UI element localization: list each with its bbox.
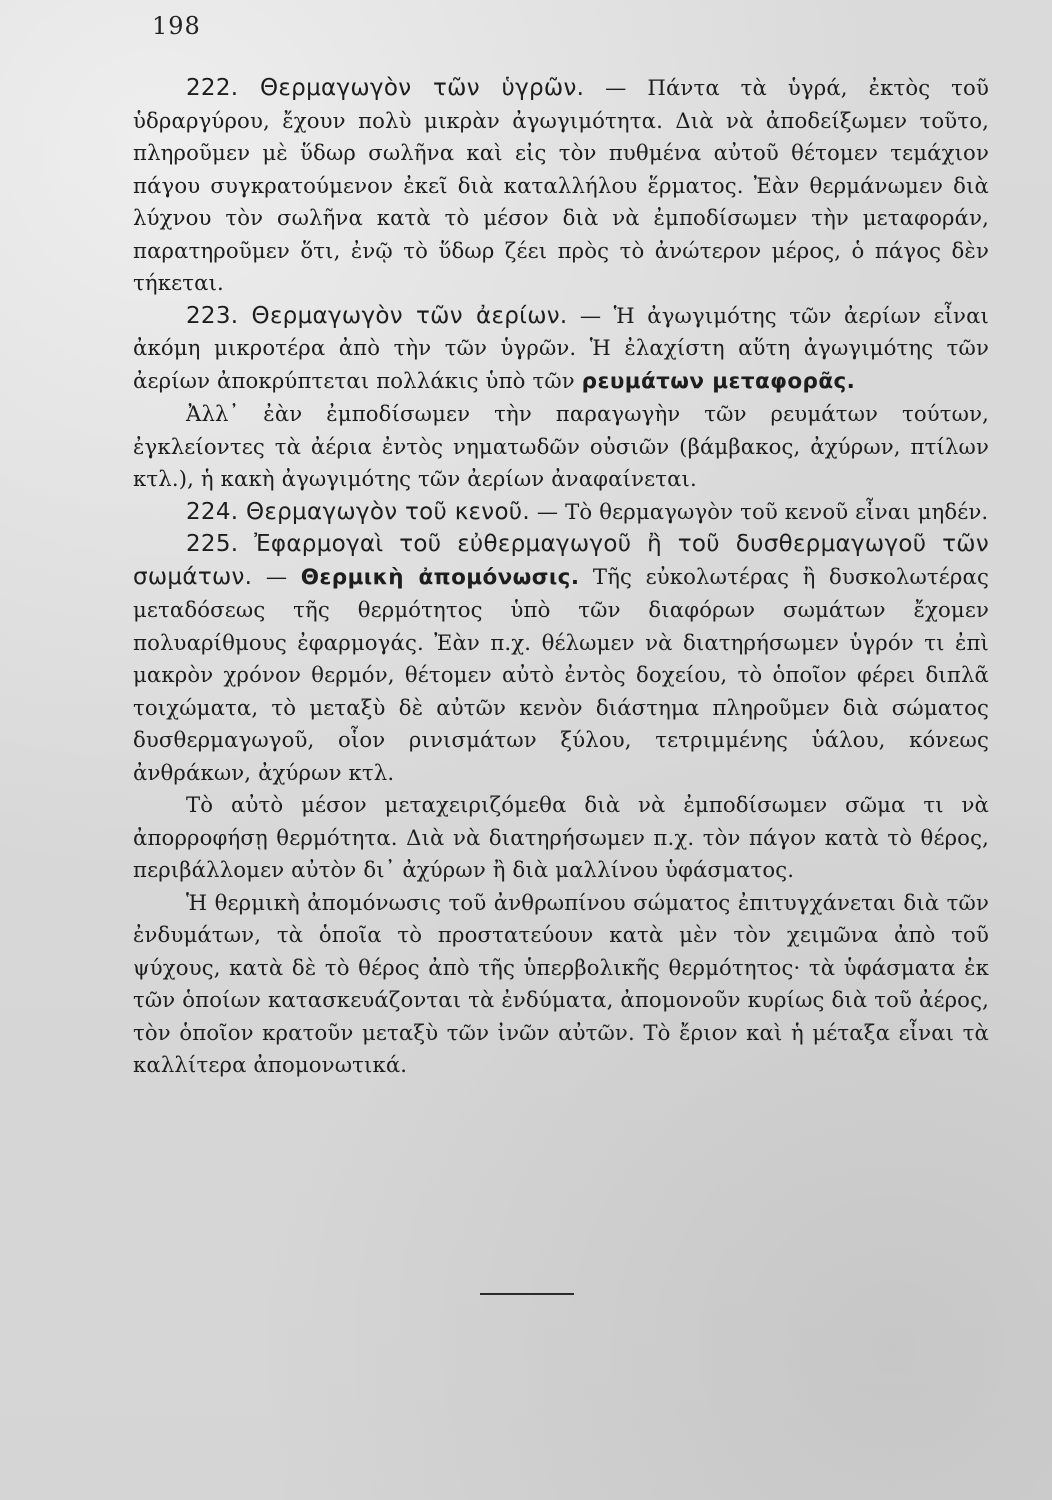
section-225-dash: — [252, 563, 301, 589]
page-content [133, 72, 989, 1082]
section-225-body: Τῆς εὐκολωτέρας ἢ δυσκολωτέρας μεταδόσεως τῆς θερμότητος ὑπὸ τῶν διαφόρων σωμάτων ἔχομεν πολυαρίθμους ἐφαρμογάς. Ἐὰν π.χ. θέλωμεν νὰ διατηρήσωμεν ὑγρόν τι ἐπὶ μακρὸν χρόνον θερμόν, θέτομεν αὐτὸ ἐντὸς δοχείου, τὸ ὁποῖον φέρει διπλᾶ τοιχώματα, τὸ μεταξὺ δὲ αὐτῶν κενὸν διάστημα πληροῦμεν διὰ σώματος δυσθερμαγωγοῦ, οἷον ρινισμάτων ξύλου, τετριμμένης ὑάλου, κόνεως ἀνθράκων, ἀχύρων κτλ. [133, 563, 989, 785]
section-223-body: — Ἡ ἀγωγιμότης τῶν ἀερίων εἶναι ἀκόμη μικροτέρα ἀπὸ τὴν τῶν ὑγρῶν. Ἡ ἐλαχίστη αὕτη ἀγωγιμότης τῶν ἀερίων ἀποκρύπτεται πολλάκις ὑπὸ τῶν [133, 302, 989, 393]
section-222 [133, 72, 989, 300]
section-223 [133, 300, 989, 399]
section-225 [133, 528, 989, 789]
section-224-body: — Τὸ θερμαγωγὸν τοῦ κενοῦ εἶναι μηδέν. [530, 498, 989, 524]
section-225-paragraph-2: Τὸ αὐτὸ μέσον μεταχειριζόμεθα διὰ νὰ ἐμποδίσωμεν σῶμα τι νὰ ἀπορροφήσῃ θερμότητα. Διὰ νὰ διατηρήσωμεν π.χ. τὸν πάγον κατὰ τὸ θέρος, περιβάλλομεν αὐτὸν δι᾽ ἀχύρων ἢ διὰ μαλλίνου ὑφάσματος. [133, 792, 989, 882]
page-number: 198 [152, 12, 201, 40]
section-225-bold-term: Θερμικὴ ἀπομόνωσις. [300, 564, 580, 590]
section-222-title: 222. Θερμαγωγὸν τῶν ὑγρῶν. [186, 75, 585, 101]
end-rule [480, 1293, 574, 1295]
section-223-bold-term: ρευμάτων μεταφορᾶς. [581, 368, 856, 394]
section-224-title: 224. Θερμαγωγὸν τοῦ κενοῦ. [186, 498, 531, 525]
section-224 [133, 496, 989, 529]
section-223-continuation: Ἀλλ᾽ ἐὰν ἐμποδίσωμεν τὴν παραγωγὴν τῶν ρευμάτων τούτων, ἐγκλείοντες τὰ ἀέρια ἐντὸς νηματωδῶν οὐσιῶν (βάμβακος, ἀχύρων, πτίλων κτλ.), ἡ κακὴ ἀγωγιμότης τῶν ἀερίων ἀναφαίνεται. [133, 401, 989, 491]
section-225-paragraph-3: Ἡ θερμικὴ ἀπομόνωσις τοῦ ἀνθρωπίνου σώματος ἐπιτυγχάνεται διὰ τῶν ἐνδυμάτων, τὰ ὁποῖα τὸ προστατεύουν κατὰ μὲν τὸν χειμῶνα ἀπὸ τοῦ ψύχους, κατὰ δὲ τὸ θέρος ἀπὸ τῆς ὑπερβολικῆς θερμότητος· τὰ ὑφάσματα ἐκ τῶν ὁποίων κατασκευάζονται τὰ ἐνδύματα, ἀπομονοῦν κυρίως διὰ τοῦ ἀέρος, τὸν ὁποῖον κρατοῦν μεταξὺ τῶν ἰνῶν αὐτῶν. Τὸ ἔριον καὶ ἡ μέταξα εἶναι τὰ καλλίτερα ἀπομονωτικά. [133, 889, 989, 1077]
section-225-title: 225. Ἐφαρμογαὶ τοῦ εὐθερμαγωγοῦ ἢ τοῦ δυσθερμαγωγοῦ τῶν σωμάτων. [133, 531, 989, 590]
section-222-body: — Πάντα τὰ ὑγρά, ἐκτὸς τοῦ ὑδραργύρου, ἔχουν πολὺ μικρὰν ἀγωγιμότητα. Διὰ νὰ ἀποδείξωμεν τοῦτο, πληροῦμεν μὲ ὕδωρ σωλῆνα καὶ εἰς τὸν πυθμένα αὐτοῦ θέτομεν τεμάχιον πάγου συγκρατούμενον ἐκεῖ διὰ καταλλήλου ἕρματος. Ἐὰν θερμάνωμεν διὰ λύχνου τὸν σωλῆνα κατὰ τὸ μέσον διὰ νὰ ἐμποδίσωμεν τὴν μεταφοράν, παρατηροῦμεν ὅτι, ἐνῷ τὸ ὕδωρ ζέει πρὸς τὸ ἀνώτερον μέρος, ὁ πάγος δὲν τήκεται. [133, 75, 989, 295]
section-223-title: 223. Θερμαγωγὸν τῶν ἀερίων. [186, 302, 568, 329]
